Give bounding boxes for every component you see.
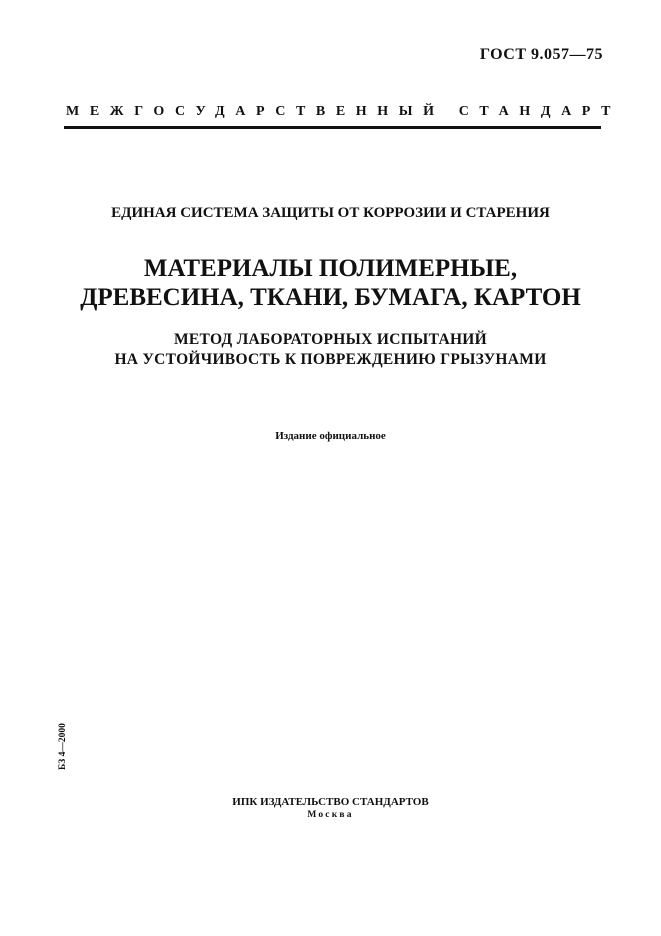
edition-label: Издание официальное xyxy=(275,430,386,442)
publisher-name: ИПК ИЗДАТЕЛЬСТВО СТАНДАРТОВ xyxy=(232,796,429,808)
system-title: ЕДИНАЯ СИСТЕМА ЗАЩИТЫ ОТ КОРРОЗИИ И СТАРЕНИЯ xyxy=(111,205,550,221)
standard-type-heading: МЕЖГОСУДАРСТВЕННЫЙ СТАНДАРТ xyxy=(66,104,622,119)
side-registration-code: БЗ 4—2000 xyxy=(58,723,68,770)
main-title-line-1: МАТЕРИАЛЫ ПОЛИМЕРНЫЕ, xyxy=(143,255,518,282)
sub-title-line-2: НА УСТОЙЧИВОСТЬ К ПОВРЕЖДЕНИЮ ГРЫЗУНАМИ xyxy=(114,351,547,368)
main-title-line-2: ДРЕВЕСИНА, ТКАНИ, БУМАГА, КАРТОН xyxy=(80,284,581,311)
header-divider xyxy=(64,126,601,129)
publisher-city: Москва xyxy=(307,810,354,820)
sub-title xyxy=(0,330,661,370)
sub-title-line-1: МЕТОД ЛАБОРАТОРНЫХ ИСПЫТАНИЙ xyxy=(173,331,488,348)
document-code: ГОСТ 9.057—75 xyxy=(479,46,603,63)
main-title xyxy=(0,254,661,312)
